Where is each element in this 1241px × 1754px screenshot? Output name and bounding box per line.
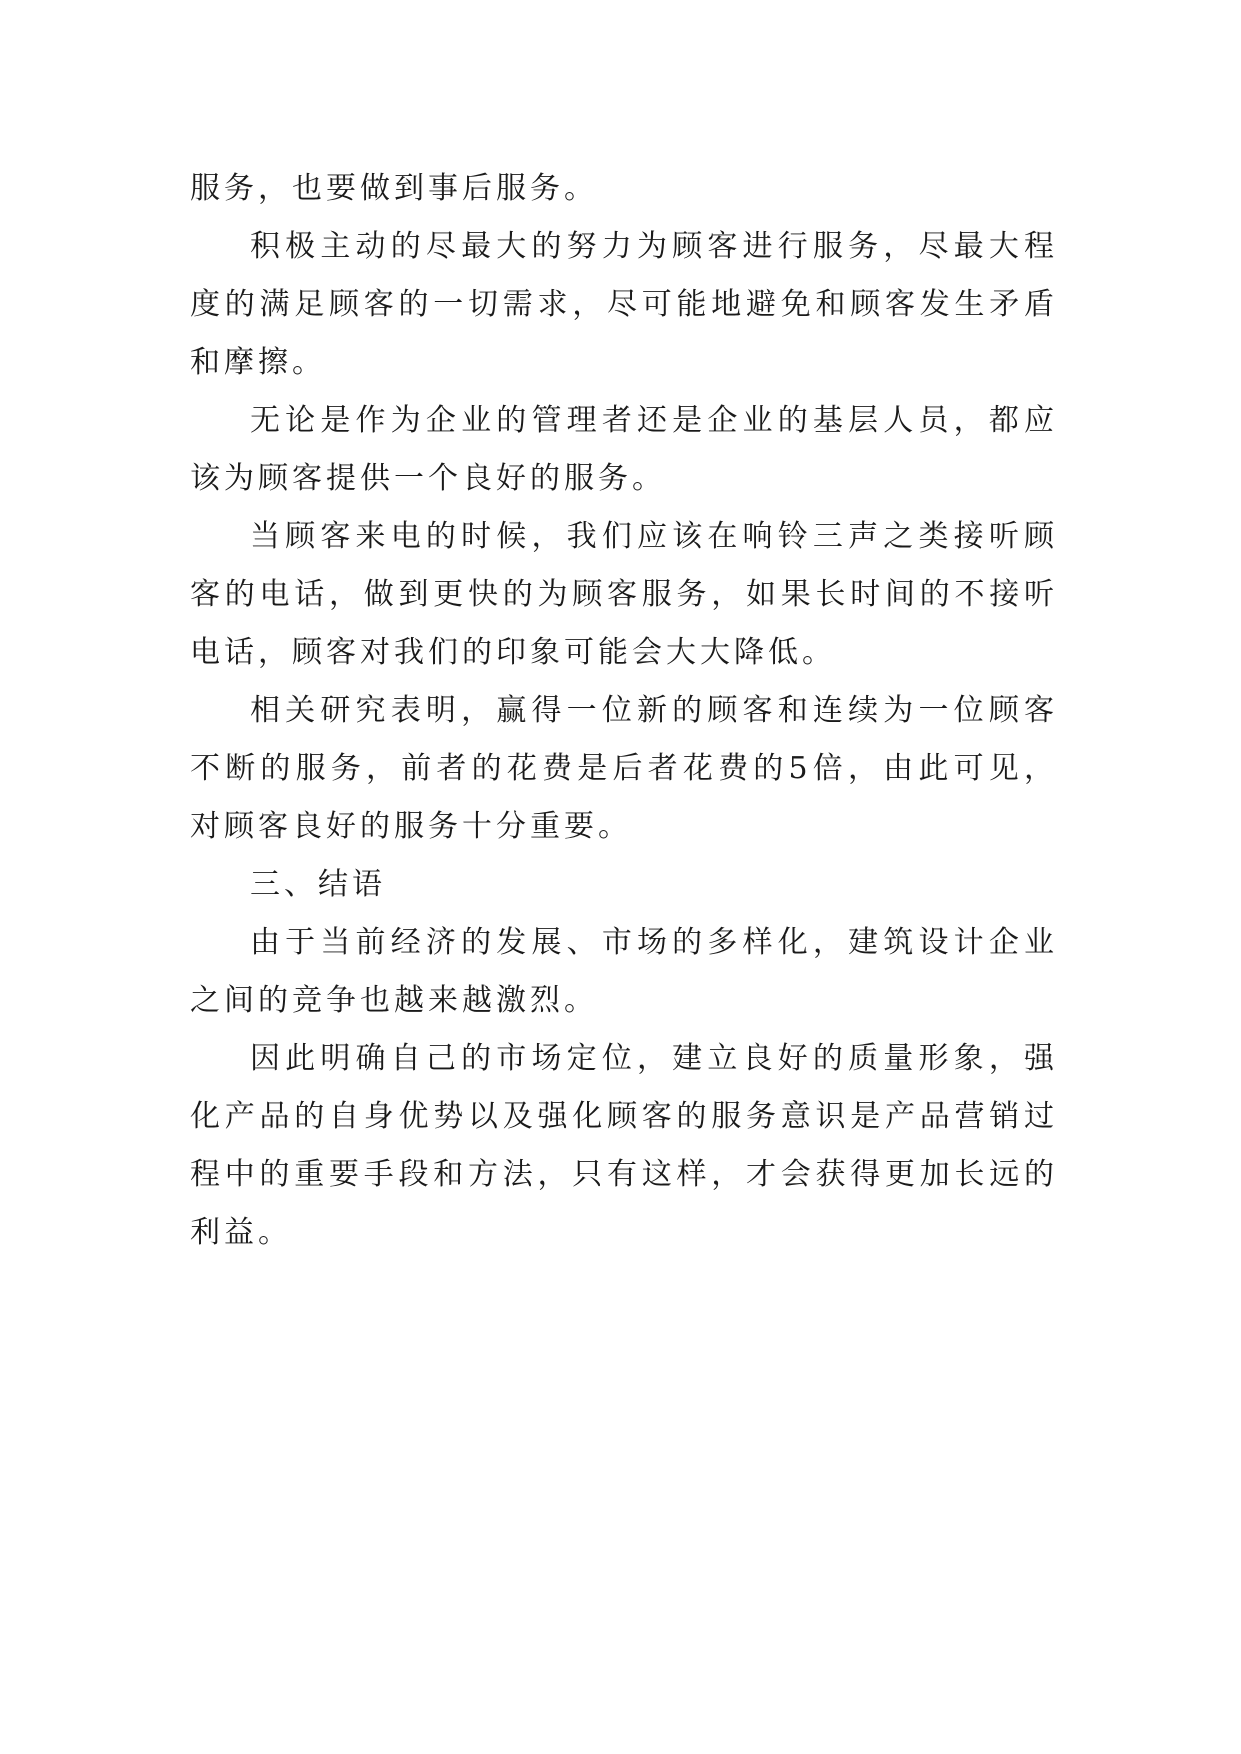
paragraph-continuation: 服务，也要做到事后服务。 <box>190 171 598 206</box>
paragraph: 无论是作为企业的管理者还是企业的基层人员，都应该为顾客提供一个良好的服务。 <box>190 403 1058 496</box>
paragraph: 因此明确自己的市场定位，建立良好的质量形象，强化产品的自身优势以及强化顾客的服务意识是产品营销过程中的重要手段和方法，只有这样，才会获得更加长远的利益。 <box>190 1041 1058 1250</box>
section-heading: 三、结语 <box>250 867 386 902</box>
document-body <box>190 160 1058 1262</box>
paragraph: 相关研究表明，赢得一位新的顾客和连续为一位顾客不断的服务，前者的花费是后者花费的5倍，由此可见，对顾客良好的服务十分重要。 <box>190 693 1058 844</box>
paragraph: 当顾客来电的时候，我们应该在响铃三声之类接听顾客的电话，做到更快的为顾客服务，如果长时间的不接听电话，顾客对我们的印象可能会大大降低。 <box>190 519 1058 670</box>
paragraph: 积极主动的尽最大的努力为顾客进行服务，尽最大程度的满足顾客的一切需求，尽可能地避免和顾客发生矛盾和摩擦。 <box>190 229 1058 380</box>
paragraph: 由于当前经济的发展、市场的多样化，建筑设计企业之间的竞争也越来越激烈。 <box>190 925 1058 1018</box>
